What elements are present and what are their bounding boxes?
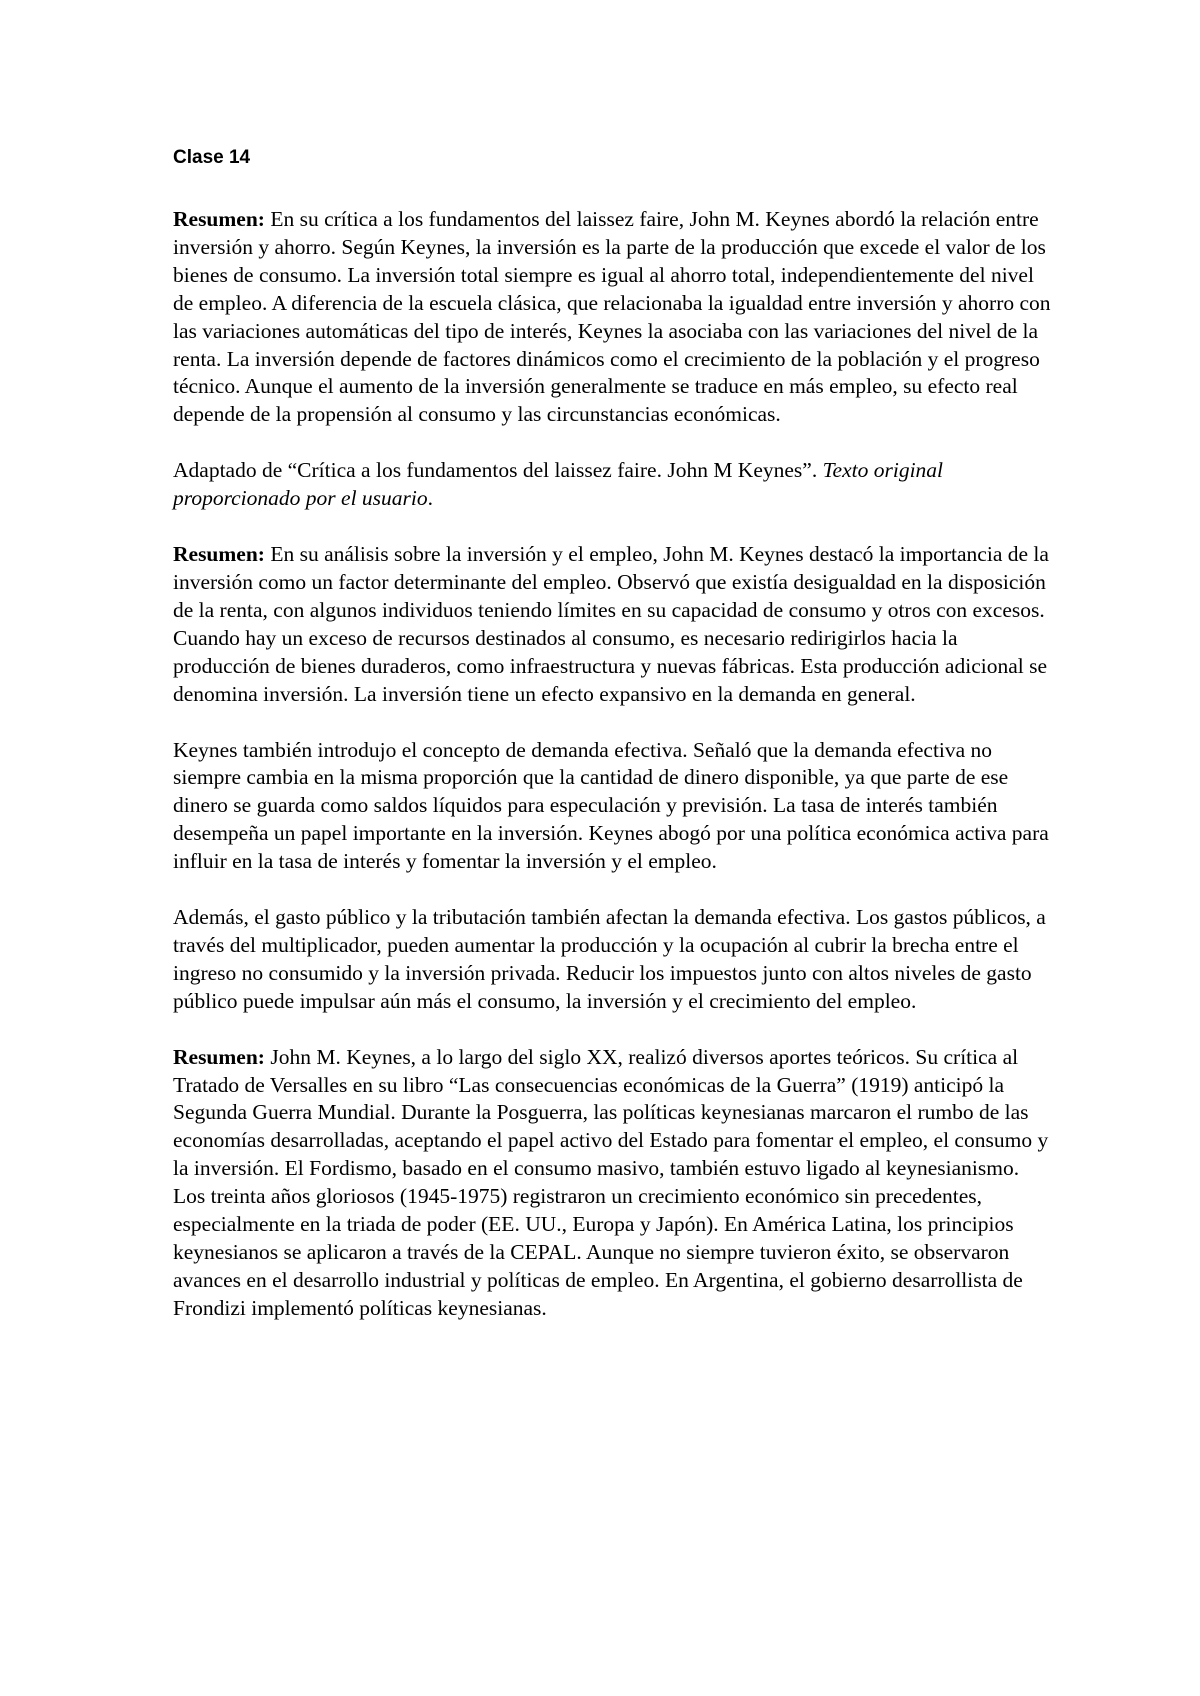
summary-text: En su crítica a los fundamentos del laissez faire, John M. Keynes abordó la relación entre inversión y ahorro. Según Keynes, la inversión es la parte de la producción que excede el valor de los bienes de consumo. La inversión total siempre es igual al ahorro total, independientemente del nivel de empleo. A diferencia de la escuela clásica, que relacionaba la igualdad entre inversión y ahorro con las variaciones automáticas del tipo de interés, Keynes la asociaba con las variaciones del nivel de la renta. La inversión depende de factores dinámicos como el crecimiento de la población y el progreso técnico. Aunque el aumento de la inversión generalmente se traduce en más empleo, su efecto real depende de la propensión al consumo y las circunstancias económicas. <box>173 207 1051 427</box>
body-paragraph-3: Keynes también introdujo el concepto de demanda efectiva. Señaló que la demanda efectiva no siempre cambia en la misma proporción que la cantidad de dinero disponible, ya que parte de ese dinero se guarda como saldos líquidos para especulación y previsión. La tasa de interés también desempeña un papel importante en la inversión. Keynes abogó por una política económica activa para influir en la tasa de interés y fomentar la inversión y el empleo. <box>173 737 1049 874</box>
citation-italic: Texto original proporcionado por el usuario <box>173 458 944 511</box>
source-citation <box>173 457 1053 513</box>
summary-label: Resumen: <box>173 1044 265 1069</box>
citation-text: Adaptado de “Crítica a los fundamentos del laissez faire. John M Keynes”. <box>173 458 823 483</box>
document-title: Clase 14 <box>173 147 251 168</box>
summary-text: En su análisis sobre la inversión y el empleo, John M. Keynes destacó la importancia de la inversión como un factor determinante del empleo. Observó que existía desigualdad en la disposición de la renta, con algunos individuos teniendo límites en su capacidad de consumo y otros con excesos. Cuando hay un exceso de recursos destinados al consumo, es necesario redirigirlos hacia la producción de bienes duraderos, como infraestructura y nuevas fábricas. Esta producción adicional se denomina inversión. La inversión tiene un efecto expansivo en la demanda en general. <box>173 542 1049 706</box>
summary-label: Resumen: <box>173 542 265 567</box>
summary-paragraph-5 <box>173 1044 1053 1323</box>
summary-label: Resumen: <box>173 207 265 231</box>
summary-text: John M. Keynes, a lo largo del siglo XX, realizó diversos aportes teóricos. Su crítica al Tratado de Versalles en su libro “Las consecuencias económicas de la Guerra” (1919) anticipó la Segunda Guerra Mundial. Durante la Posguerra, las políticas keynesianas marcaron el rumbo de las economías desarrolladas, aceptando el papel activo del Estado para fomentar el empleo, el consumo y la inversión. El Fordismo, basado en el consumo masivo, también estuvo ligado al keynesianismo. Los treinta años gloriosos (1945-1975) registraron un crecimiento económico sin precedentes, especialmente en la triada de poder (EE. UU., Europa y Japón). En América Latina, los principios keynesianos se aplicaron a través de la CEPAL. Aunque no siempre tuvieron éxito, se observaron avances en el desarrollo industrial y políticas de empleo. En Argentina, el gobierno desarrollista de Frondizi implementó políticas keynesianas. <box>173 1044 1049 1320</box>
summary-paragraph-2 <box>173 541 1053 708</box>
summary-paragraph-1 <box>173 206 1053 429</box>
citation-end: . <box>427 486 433 511</box>
document-body <box>173 146 1053 1351</box>
body-paragraph-4: Además, el gasto público y la tributación también afectan la demanda efectiva. Los gastos públicos, a través del multiplicador, pueden aumentar la producción y la ocupación al cubrir la brecha entre el ingreso no consumido y la inversión privada. Reducir los impuestos junto con altos niveles de gasto público puede impulsar aún más el consumo, la inversión y el crecimiento del empleo. <box>173 905 1046 1013</box>
